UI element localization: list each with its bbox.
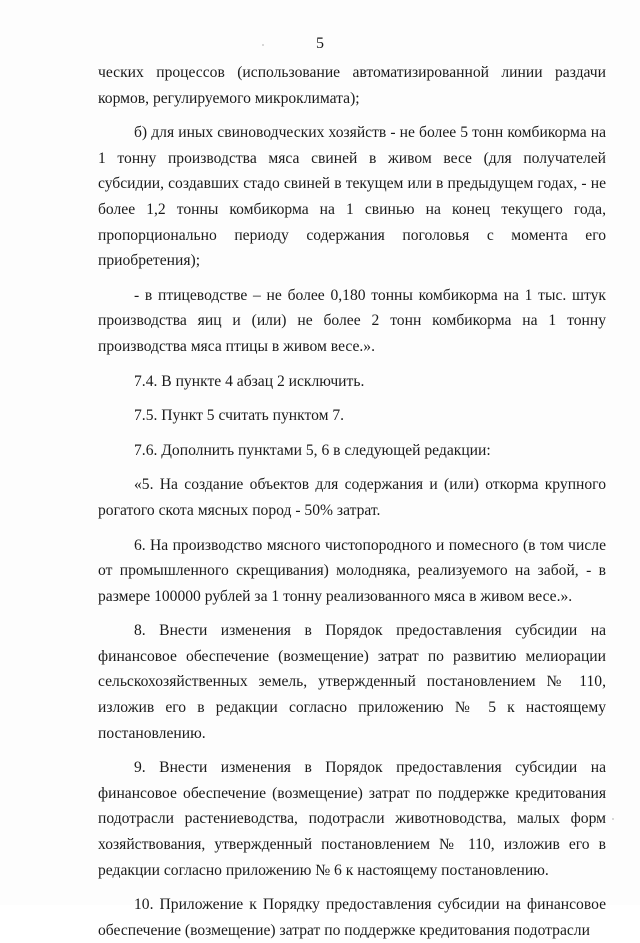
paragraph-poultry: - в птицеводстве – не более 0,180 тонны комбикорма на 1 тыс. штук производства яиц и (или) не более 2 тонн комбикорма на 1 тонну производства мяса птицы в живом весе.». bbox=[98, 286, 606, 355]
paragraph-7-4: 7.4. В пункте 4 абзац 2 исключить. bbox=[134, 372, 365, 390]
paragraph-8: 8. Внести изменения в Порядок предоставления субсидии на финансовое обеспечение (возмещение) затрат по развитию мелиорации сельскохозяйственных земель, утвержденный постановлением № 110, изложив его в редакции согласно приложению № 5 к настоящему постановлению. bbox=[98, 622, 606, 742]
document-body bbox=[98, 60, 606, 943]
paragraph-7-5: 7.5. Пункт 5 считать пунктом 7. bbox=[134, 407, 345, 425]
paragraph-7-6: 7.6. Дополнить пунктами 5, 6 в следующей редакции: bbox=[134, 441, 491, 459]
paragraph-continuation: ческих процессов (использование автоматизированной линии раздачи кормов, регулируемого микроклимата); bbox=[98, 64, 606, 107]
scan-speck bbox=[612, 818, 614, 820]
paragraph-item-6: 6. На производство мясного чистопородного и помесного (в том числе от промышленного скрещивания) молодняка, реализуемого на забой, - в размере 100000 рублей за 1 тонну реализованного мяса в живом весе.». bbox=[98, 536, 606, 605]
page-number: 5 bbox=[316, 35, 324, 52]
paragraph-item-5: «5. На создание объектов для содержания и (или) откорма крупного рогатого скота мясных пород - 50% затрат. bbox=[98, 476, 606, 519]
paragraph-pig-farms: б) для иных свиноводческих хозяйств - не более 5 тонн комбикорма на 1 тонну производства мяса свиней в живом весе (для получателей субсидии, создавших стадо свиней в текущем или в предыдущем годах, - не более 1,2 тонны комбикорма на 1 свинью на конец текущего года, пропорционально периоду содержания поголовья с момента его приобретения); bbox=[98, 124, 606, 270]
paragraph-9: 9. Внести изменения в Порядок предоставления субсидии на финансовое обеспечение (возмещение) затрат по поддержке кредитования подотрасли растениеводства, подотрасли животноводства, малых форм хозяйствования, утвержденный постановлением № 110, изложив его в редакции согласно приложению № 6 к настоящему постановлению. bbox=[98, 759, 606, 879]
scan-speck bbox=[262, 44, 264, 46]
paragraph-10: 10. Приложение к Порядку предоставления субсидии на финансовое обеспечение (возмещение) затрат по поддержке кредитования подотрасли bbox=[98, 896, 606, 939]
